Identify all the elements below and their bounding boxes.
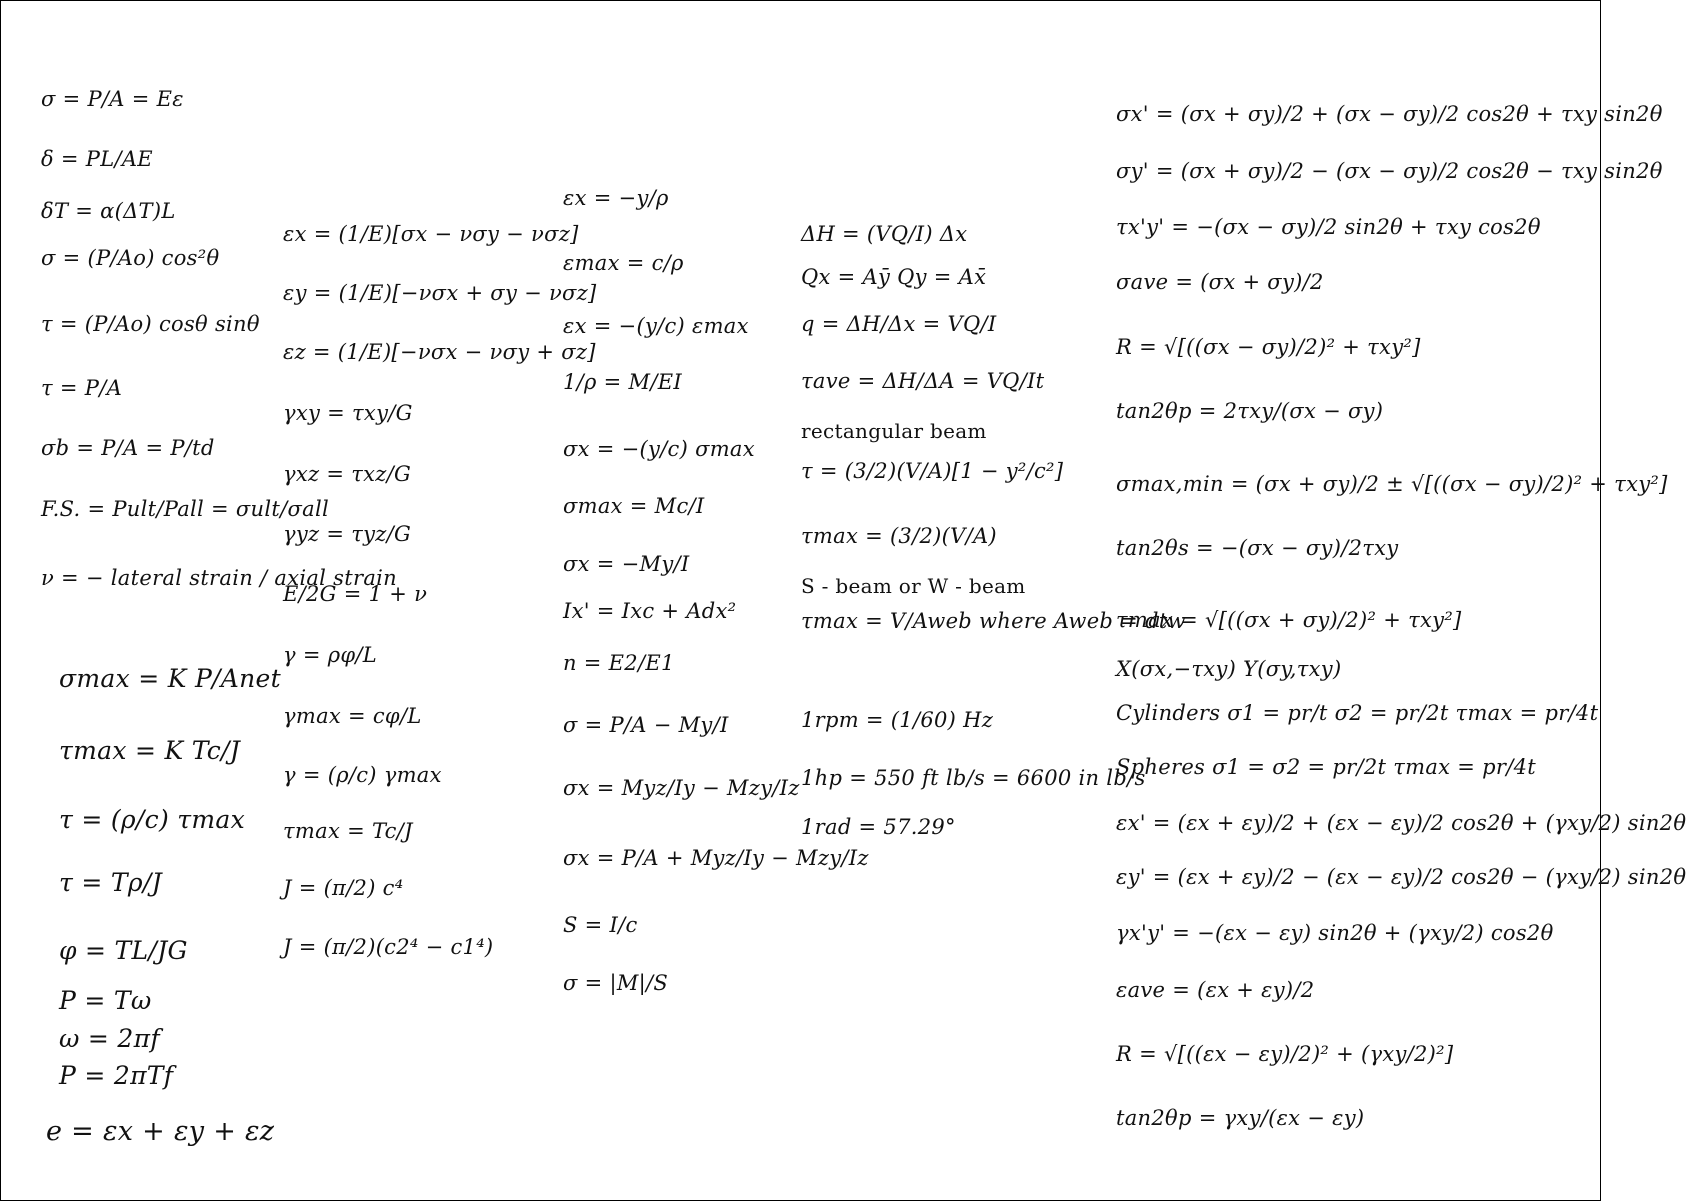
equation: τmax = V/Aweb where Aweb = dtw (801, 609, 1186, 633)
equation: τmax = Tc/J (283, 819, 413, 843)
equation: 1rad = 57.29° (801, 815, 956, 839)
equation: σ = P/A = Eε (41, 87, 184, 111)
equation: Qx = Aȳ Qy = Ax̄ (801, 265, 987, 289)
equation: P = 2πTf (59, 1061, 174, 1090)
equation: δ = PL/AE (41, 147, 153, 171)
equation: σx' = (σx + σy)/2 + (σx − σy)/2 cos2θ + τxy sin2θ (1116, 102, 1663, 126)
equation: S = I/c (563, 913, 638, 937)
equation: σ = |M|/S (563, 971, 669, 995)
equation: εx = −y/ρ (563, 186, 669, 210)
equation: n = E2/E1 (563, 651, 675, 675)
equation: εx = −(y/c) εmax (563, 314, 749, 338)
equation: ΔH = (VQ/I) Δx (801, 222, 968, 246)
equation: εy' = (εx + εy)/2 − (εx − εy)/2 cos2θ − (γxy/2) sin2θ (1116, 865, 1686, 889)
equation: σx = P/A + Myz/Iy − Mzy/Iz (563, 846, 869, 870)
equation: R = √[((σx − σy)/2)² + τxy²] (1116, 335, 1421, 359)
equation: φ = TL/JG (59, 936, 188, 965)
equation: γ = (ρ/c) γmax (283, 763, 442, 787)
equation: σ = P/A − My/I (563, 713, 729, 737)
equation: εmax = c/ρ (563, 251, 684, 275)
equation: τ = P/A (41, 376, 123, 400)
equation: τmax = √[((σx + σy)/2)² + τxy²] (1116, 608, 1462, 632)
equation: σave = (σx + σy)/2 (1116, 270, 1324, 294)
equation: σx = −My/I (563, 552, 690, 576)
equation: ν = − lateral strain / axial strain (41, 566, 397, 590)
equation: J = (π/2) c⁴ (283, 876, 404, 900)
equation: τx'y' = −(σx − σy)/2 sin2θ + τxy cos2θ (1116, 215, 1541, 239)
equation: τmax = (3/2)(V/A) (801, 524, 997, 548)
equation: εx = (1/E)[σx − νσy − νσz] (283, 222, 579, 246)
equation: Cylinders σ1 = pr/t σ2 = pr/2t τmax = pr/4t (1116, 701, 1599, 725)
equation: γmax = cφ/L (283, 704, 422, 728)
equation: τ = Tρ/J (59, 868, 162, 897)
equation: γyz = τyz/G (283, 522, 412, 546)
equation: 1rpm = (1/60) Hz (801, 708, 994, 732)
equation: σx = Myz/Iy − Mzy/Iz (563, 776, 800, 800)
equation: σmax,min = (σx + σy)/2 ± √[((σx − σy)/2)² + τxy²] (1116, 472, 1668, 496)
equation: 1/ρ = M/EI (563, 370, 682, 394)
equation: E/2G = 1 + ν (283, 582, 428, 606)
equation: σ = (P/Ao) cos²θ (41, 246, 220, 270)
equation: σb = P/A = P/td (41, 436, 215, 460)
equation: γx'y' = −(εx − εy) sin2θ + (γxy/2) cos2θ (1116, 921, 1554, 945)
equation: γxy = τxy/G (283, 401, 413, 425)
equation: εx' = (εx + εy)/2 + (εx − εy)/2 cos2θ + (γxy/2) sin2θ (1116, 811, 1686, 835)
equation: τ = (3/2)(V/A)[1 − y²/c²] (801, 459, 1064, 483)
section-label: rectangular beam (801, 419, 987, 443)
equation: σy' = (σx + σy)/2 − (σx − σy)/2 cos2θ − τxy sin2θ (1116, 159, 1663, 183)
equation: tan2θp = 2τxy/(σx − σy) (1116, 399, 1384, 423)
equation: Ix' = Ixc + Adx² (563, 599, 737, 623)
equation: γ = ρφ/L (283, 643, 377, 667)
equation: σmax = K P/Anet (59, 664, 281, 693)
equation: τ = (ρ/c) τmax (59, 805, 245, 834)
equation: σmax = Mc/I (563, 494, 705, 518)
equation: τmax = K Tc/J (59, 736, 241, 765)
equation: εave = (εx + εy)/2 (1116, 978, 1315, 1002)
equation: X(σx,−τxy) Y(σy,τxy) (1116, 657, 1342, 681)
equation: q = ΔH/Δx = VQ/I (801, 312, 997, 336)
equation: tan2θp = γxy/(εx − εy) (1116, 1106, 1365, 1130)
equation: F.S. = Pult/Pall = σult/σall (41, 497, 329, 521)
equation: tan2θs = −(σx − σy)/2τxy (1116, 536, 1399, 560)
equation: εz = (1/E)[−νσx − νσy + σz] (283, 340, 596, 364)
equation: e = εx + εy + εz (46, 1116, 275, 1147)
equation: P = Tω (59, 986, 152, 1015)
equation: σx = −(y/c) σmax (563, 437, 755, 461)
equation: γxz = τxz/G (283, 462, 412, 486)
equation: δT = α(ΔT)L (41, 199, 176, 223)
equation: τ = (P/Ao) cosθ sinθ (41, 312, 260, 336)
equation: 1hp = 550 ft lb/s = 6600 in lb/s (801, 766, 1146, 790)
equation: τave = ΔH/ΔA = VQ/It (801, 369, 1045, 393)
equation: R = √[((εx − εy)/2)² + (γxy/2)²] (1116, 1042, 1454, 1066)
equation: εy = (1/E)[−νσx + σy − νσz] (283, 281, 597, 305)
equation: J = (π/2)(c2⁴ − c1⁴) (283, 935, 494, 959)
section-label: S - beam or W - beam (801, 574, 1026, 598)
equation: ω = 2πf (59, 1024, 160, 1053)
equation: Spheres σ1 = σ2 = pr/2t τmax = pr/4t (1116, 755, 1537, 779)
